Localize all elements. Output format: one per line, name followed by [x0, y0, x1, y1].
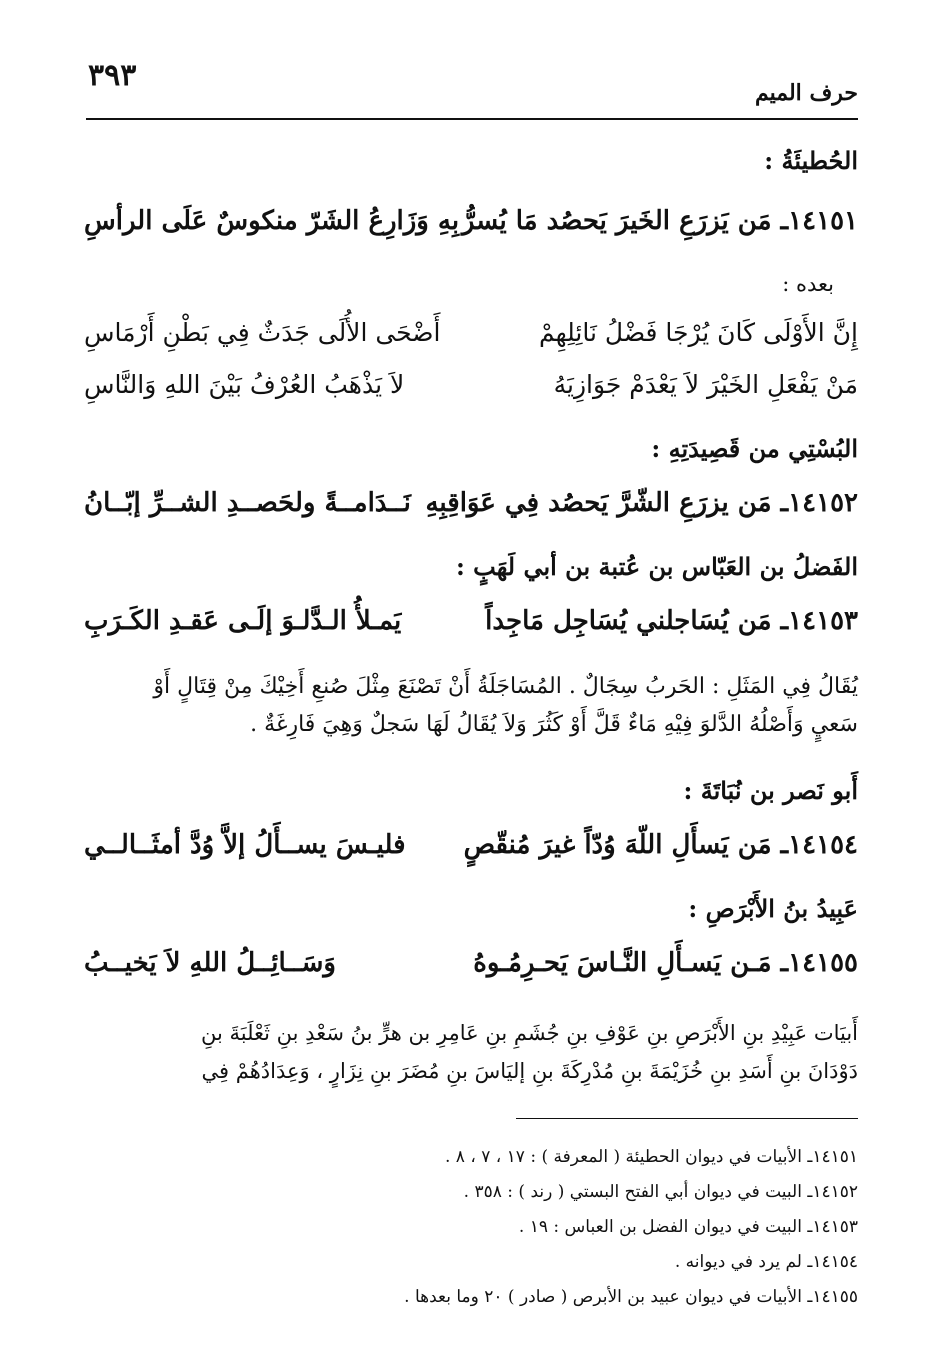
note-line: يُقَالُ فِي المَثَلِ : الحَربُ سِجَالٌ . المُسَاجَلَةُ أَنْ تَصْنَعَ مِثْلَ صُنعِ أَخِيْكَ مِنْ قِتَالٍ أَوْ	[153, 674, 858, 699]
running-title: حرف الميم	[754, 80, 858, 106]
verse-14155	[84, 948, 858, 988]
verse-second-hemistich: بِهِ وَزَارِعُ الشَرّ منكوسٌ عَلَى الرأسِ	[84, 206, 460, 236]
explanatory-note-14155	[84, 1014, 858, 1090]
note-line: أَبيَات عَبِيْدِ بنِ الأَبْرَصِ بنِ عَوْفِ بنِ جُشَمِ بنِ عَامِرِ بن هرٍّ بنُ سَعْدِ بنِ ثَعْلَبَةَ بنِ	[200, 1021, 858, 1045]
poet-attribution-14153: الفَضلُ بن العَبّاس بن عُتبة بن أبي لَهَبٍ :	[455, 552, 858, 581]
poet-attribution-14152: البُسْتِي من قَصِيدَتِهِ :	[651, 434, 858, 463]
footnote-14151: ١٤١٥١ـ الأبيات في ديوان الحطيئة ( المعرفة ) : ١٧ ، ٧ ، ٨ .	[444, 1147, 858, 1167]
footnote-14152: ١٤١٥٢ـ البيت في ديوان أبي الفتح البستي ( رند ) : ٣٥٨ .	[463, 1182, 858, 1202]
verse-second-hemistich: وَسَــائِــلُ اللهِ لاَ يَخيــبُ	[84, 948, 336, 978]
note-line: دَوْدَانَ بنِ أَسَدِ بنِ خُزَيْمَةَ بنِ مُدْرِكَةَ بنِ إليَاسَ بنِ مُضَرَ بنِ نِزَارٍ ، وَعِدَادُهُمْ فِي	[201, 1059, 858, 1083]
header-divider	[86, 118, 858, 120]
verse-first-hemistich: ١٤١٥٢ـ مَن يزرَعِ الشّرَّ يَحصُد فِي عَوَاقِبِهِ	[425, 488, 858, 518]
verse-first-hemistich: ١٤١٥٣ـ مَن يُسَاجلني يُسَاجِل مَاجِداً	[485, 606, 858, 636]
explanatory-note-14153	[84, 668, 858, 744]
footnote-14155: ١٤١٥٥ـ الأبيات في ديوان عبيد بن الأبرص ( صادر ) ٢٠ وما بعدها .	[404, 1287, 858, 1307]
footnote-14154: ١٤١٥٤ـ لم يرد في ديوانه .	[674, 1252, 858, 1272]
verse-14152	[84, 488, 858, 528]
footnote-14153: ١٤١٥٣ـ البيت في ديوان الفضل بن العباس : ١٩ .	[518, 1217, 858, 1237]
verse-first-hemistich: إِنَّ الأَوْلَى كَانَ يُرْجَا فَضْلُ نَائِلِهِمْ	[538, 318, 858, 347]
poet-attribution-14155: عَبِيدُ بنُ الأَبْرَصِ :	[688, 894, 858, 923]
verse-first-hemistich: مَنْ يَفْعَلِ الخَيْرَ لاَ يَعْدَمْ جَوَازِيَهُ	[553, 370, 858, 399]
verse-second-hemistich: يَمـلأُ الـدَّلـوَ إلَـى عَقـدِ الكَـرَبِ	[84, 606, 402, 636]
poet-attribution-14154: أَبو نَصر بن نُبَاتَةَ :	[683, 776, 858, 805]
verse-second-hemistich: أَضْحَى الأُلَى جَدَثٌ فِي بَطْنِ أَرْمَاسِ	[84, 318, 441, 347]
footnote-divider	[516, 1118, 858, 1119]
after-label: بعده :	[782, 272, 834, 296]
verse-14153	[84, 606, 858, 646]
verse-first-hemistich: ١٤١٥٥ـ مَـن يَسـأَلِ النَّـاسَ يَحـرِمُـوهُ	[473, 948, 858, 978]
verse-after-b	[84, 370, 858, 410]
verse-14151	[84, 206, 858, 246]
verse-second-hemistich: لاَ يَذْهَبُ العُرْفُ بَيْنَ اللهِ وَالنَّاسِ	[84, 370, 405, 399]
note-line: سَعيٍ وَأَصْلُهُ الدَّلوَ فِيْهِ مَاءٌ قَلَّ أَوْ كَثُرَ وَلاَ يُقَالُ لَهَا سَجلٌ وَهِيَ فَارِغَةٌ .	[250, 712, 858, 737]
verse-first-hemistich: ١٤١٥٤ـ مَن يَسأَلِ اللّهَ وُدّاً غيرَ مُنقّصٍ	[463, 830, 858, 860]
verse-14154	[84, 830, 858, 870]
footnotes	[84, 1140, 858, 1315]
page-number: ٣٩٣	[88, 58, 137, 93]
poet-attribution-14151: الحُطيئَةُ :	[764, 146, 858, 175]
verse-second-hemistich: نَــدَامــةً ولحَصــدِ الشــرِّ إبّــانُ	[84, 488, 411, 518]
verse-after-a	[84, 318, 858, 358]
verse-second-hemistich: فليـسَ يســأَلُ إلاَّ وُدَّ أمثَــالــي	[84, 830, 406, 860]
verse-first-hemistich: ١٤١٥١ـ مَن يَزرَعِ الخَيرَ يَحصُد مَا يُسرُّ	[461, 206, 858, 236]
